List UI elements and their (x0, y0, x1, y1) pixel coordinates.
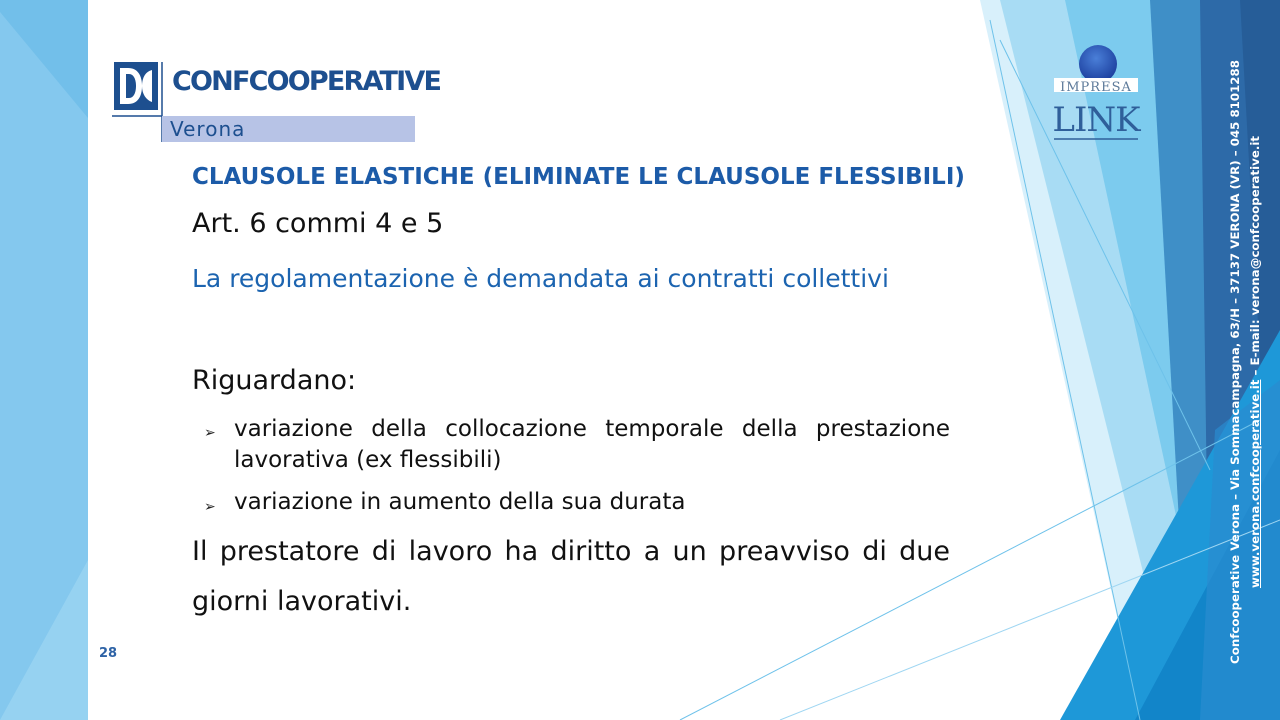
paragraph-regolamentazione: La regolamentazione è demandata ai contratti collettivi (192, 264, 889, 293)
confcooperative-wordmark: CONFCOOPERATIVE (172, 66, 441, 97)
confcooperative-logo (112, 60, 441, 144)
list-item: variazione della collocazione temporale della prestazione lavorativa (ex flessibili) (234, 416, 950, 473)
slide-heading: CLAUSOLE ELASTICHE (ELIMINATE LE CLAUSOLE FLESSIBILI) (192, 164, 965, 190)
article-reference: Art. 6 commi 4 e 5 (192, 208, 444, 239)
footer-contact (1225, 42, 1265, 682)
list-intro: Riguardano: (192, 365, 357, 396)
bullet-arrow-icon: ➢ (204, 499, 216, 515)
impresa-link-bottom: LINK (1052, 100, 1140, 140)
page-number: 28 (99, 646, 118, 661)
impresa-link-logo (1050, 44, 1142, 142)
footer-address: Confcooperative Verona – Via Sommacampagna, 63/H – 37137 VERONA (VR) – 045 8101288 (1228, 60, 1242, 664)
footer-web-email (1245, 42, 1265, 682)
footer-email: – E-mail: verona@confcooperative.it (1248, 135, 1262, 380)
confcooperative-city: Verona (170, 117, 246, 141)
bullet-arrow-icon: ➢ (204, 425, 216, 441)
website-link[interactable]: www.verona.confcooperative.it (1248, 379, 1262, 589)
list-item: variazione in aumento della sua durata (234, 489, 686, 515)
paragraph-preavviso: Il prestatore di lavoro ha diritto a un preavviso di due giorni lavorativi. (192, 536, 950, 617)
impresa-link-top: IMPRESA (1060, 80, 1132, 95)
